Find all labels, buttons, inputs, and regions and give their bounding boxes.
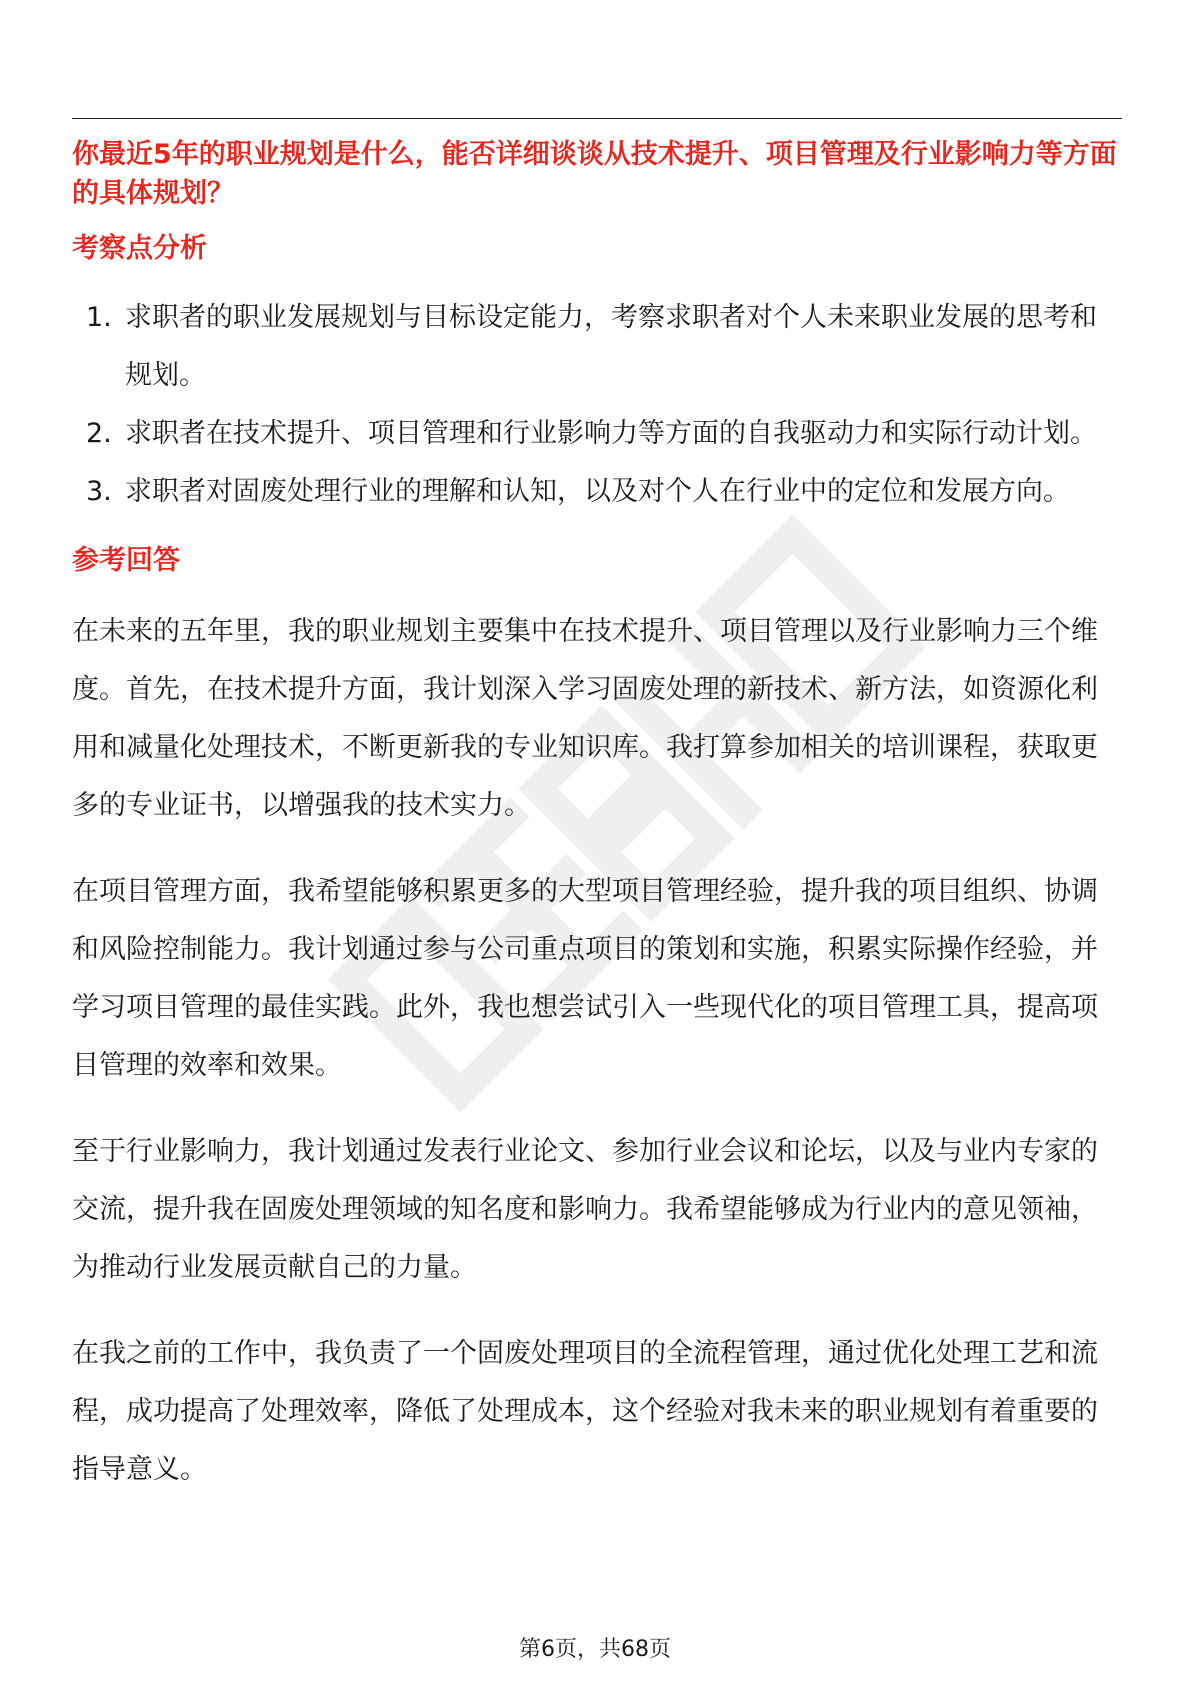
answer-paragraph: 在未来的五年里，我的职业规划主要集中在技术提升、项目管理以及行业影响力三个维度。首先，在技术提升方面，我计划深入学习固废处理的新技术、新方法，如资源化利用和减量化处理技术，不断更新我的专业知识库。我打算参加相关的培训课程，获取更多的专业证书，以增强我的技术实力。 [72,616,1098,821]
page-number: 第6页，共68页 [519,1637,671,1662]
analysis-item-number: 1. [86,302,112,333]
analysis-item-text: 求职者在技术提升、项目管理和行业影响力等方面的自我驱动力和实际行动计划。 [125,418,1097,449]
header-rule [72,118,1122,119]
answer-heading: 参考回答 [72,545,180,576]
answer-paragraph: 在我之前的工作中，我负责了一个固废处理项目的全流程管理，通过优化处理工艺和流程，成功提高了处理效率，降低了处理成本，这个经验对我未来的职业规划有着重要的指导意义。 [72,1338,1098,1485]
analysis-heading: 考察点分析 [72,233,207,264]
analysis-item [72,289,1122,405]
analysis-list [72,289,1122,521]
analysis-item-text: 求职者的职业发展规划与目标设定能力，考察求职者对个人未来职业发展的思考和规划。 [125,302,1097,391]
analysis-item-number: 2. [86,418,112,449]
analysis-item-number: 3. [86,476,112,507]
question-title: 你最近5年的职业规划是什么，能否详细谈谈从技术提升、项目管理及行业影响力等方面的具体规划？ [72,139,1117,209]
answer-paragraph: 至于行业影响力，我计划通过发表行业论文、参加行业会议和论坛，以及与业内专家的交流，提升我在固废处理领域的知名度和影响力。我希望能够成为行业内的意见领袖，为推动行业发展贡献自己的力量。 [72,1136,1098,1283]
analysis-item-text: 求职者对固废处理行业的理解和认知，以及对个人在行业中的定位和发展方向。 [125,476,1070,507]
answer-paragraph: 在项目管理方面，我希望能够积累更多的大型项目管理经验，提升我的项目组织、协调和风险控制能力。我计划通过参与公司重点项目的策划和实施，积累实际操作经验，并学习项目管理的最佳实践。此外，我也想尝试引入一些现代化的项目管理工具，提高项目管理的效率和效果。 [72,876,1098,1081]
analysis-item [72,463,1122,521]
analysis-item [72,405,1122,463]
document-content [72,135,1122,1499]
